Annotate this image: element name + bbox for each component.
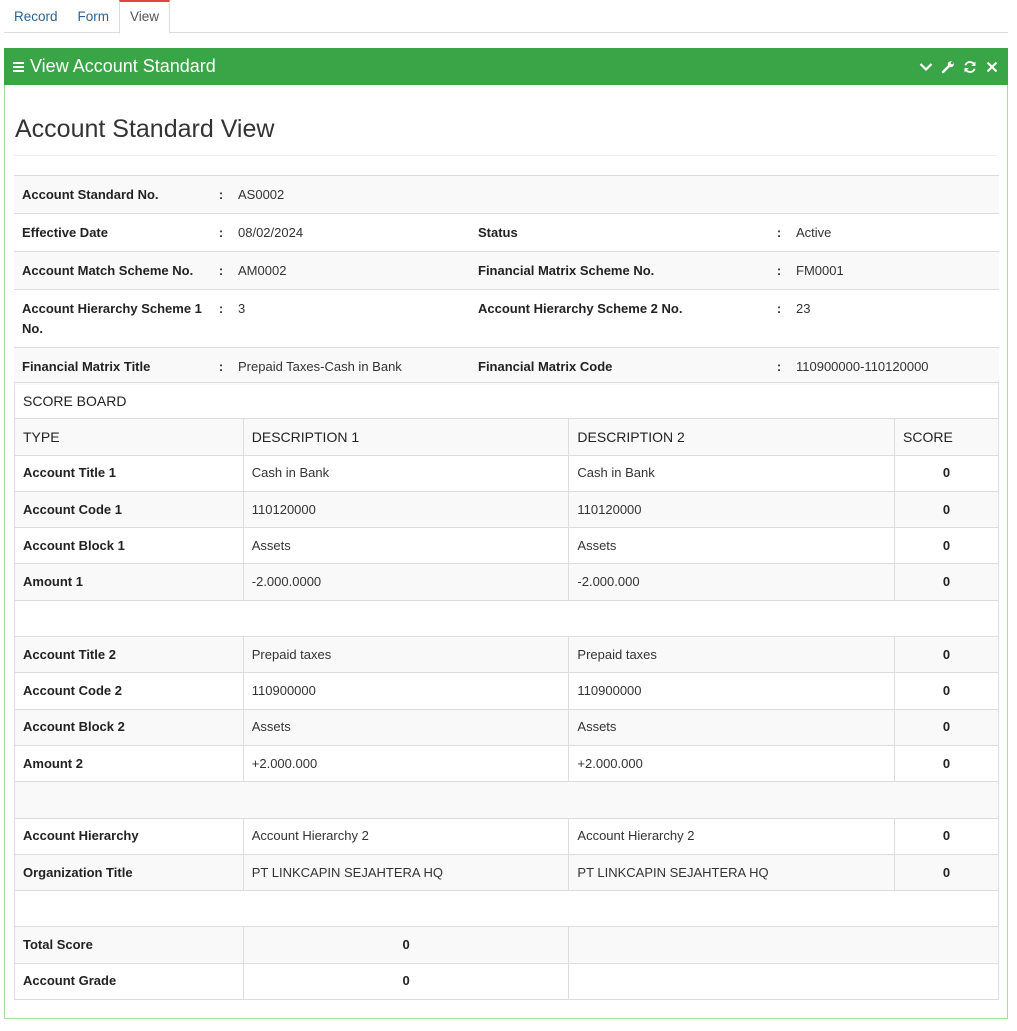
table-row: [15, 854, 999, 890]
row-description-1: Assets: [243, 709, 569, 745]
column-header-description-2: DESCRIPTION 2: [569, 419, 895, 455]
wrench-icon[interactable]: [940, 59, 956, 75]
row-type: Account Title 1: [15, 455, 244, 491]
row-score: 0: [895, 528, 999, 564]
info-row: [14, 214, 999, 252]
score-board-header-row: [15, 419, 999, 455]
row-score: 0: [895, 491, 999, 527]
total-score-row: [15, 927, 999, 963]
row-description-1: +2.000.000: [243, 745, 569, 781]
tab-form[interactable]: Form: [77, 9, 110, 24]
separator: :: [212, 252, 230, 290]
row-description-1: Account Hierarchy 2: [243, 818, 569, 854]
table-row: [15, 491, 999, 527]
tab-record[interactable]: Record: [14, 9, 58, 24]
row-type: Account Block 1: [15, 528, 244, 564]
column-header-description-1: DESCRIPTION 1: [243, 419, 569, 455]
total-score-label: Total Score: [15, 927, 244, 963]
table-row: [15, 745, 999, 781]
tab-view[interactable]: View: [119, 0, 170, 34]
row-description-2: -2.000.000: [569, 564, 895, 600]
info-row: [14, 252, 999, 290]
row-description-1: Assets: [243, 528, 569, 564]
account-standard-no-value: AS0002: [230, 176, 470, 214]
table-row: [15, 528, 999, 564]
row-description-2: PT LINKCAPIN SEJAHTERA HQ: [569, 854, 895, 890]
row-type: Account Title 2: [15, 637, 244, 673]
row-description-1: -2.000.0000: [243, 564, 569, 600]
spacer-row: [15, 782, 999, 818]
row-description-1: Prepaid taxes: [243, 637, 569, 673]
table-row: [15, 709, 999, 745]
financial-matrix-code-value: 110900000-110120000: [788, 348, 999, 386]
page-title: Account Standard View: [15, 115, 275, 143]
info-row: [14, 348, 999, 386]
row-description-1: Cash in Bank: [243, 455, 569, 491]
row-score: 0: [895, 818, 999, 854]
score-board-title: SCORE BOARD: [15, 383, 999, 419]
row-description-2: +2.000.000: [569, 745, 895, 781]
account-grade-row: [15, 963, 999, 999]
row-type: Account Code 1: [15, 491, 244, 527]
separator: :: [212, 290, 230, 348]
spacer-row: [15, 600, 999, 636]
row-score: 0: [895, 745, 999, 781]
title-divider: [14, 155, 998, 156]
separator: :: [770, 290, 788, 348]
chevron-down-icon[interactable]: [918, 59, 934, 75]
status-label: Status: [470, 214, 770, 252]
status-value: Active: [788, 214, 999, 252]
tab-bar: [4, 0, 1008, 33]
account-hierarchy-scheme-1-no-label: Account Hierarchy Scheme 1 No.: [14, 290, 212, 348]
separator: :: [770, 252, 788, 290]
separator: :: [212, 348, 230, 386]
separator: :: [770, 348, 788, 386]
row-score: 0: [895, 564, 999, 600]
account-standard-details: [14, 175, 999, 385]
account-hierarchy-scheme-2-no-value: 23: [788, 290, 999, 348]
account-standard-no-label: Account Standard No.: [14, 176, 212, 214]
table-row: [15, 673, 999, 709]
panel-title-wrap: [4, 56, 216, 77]
row-score: 0: [895, 854, 999, 890]
row-description-2: 110120000: [569, 491, 895, 527]
row-description-2: Assets: [569, 528, 895, 564]
effective-date-value: 08/02/2024: [230, 214, 470, 252]
row-description-2: 110900000: [569, 673, 895, 709]
refresh-icon[interactable]: [962, 59, 978, 75]
column-header-type: TYPE: [15, 419, 244, 455]
info-row: [14, 290, 999, 348]
row-description-2: Prepaid taxes: [569, 637, 895, 673]
row-score: 0: [895, 673, 999, 709]
account-match-scheme-no-label: Account Match Scheme No.: [14, 252, 212, 290]
financial-matrix-title-value: Prepaid Taxes-Cash in Bank: [230, 348, 470, 386]
financial-matrix-title-label: Financial Matrix Title: [14, 348, 212, 386]
table-row: [15, 818, 999, 854]
column-header-score: SCORE: [895, 419, 999, 455]
view-account-standard-panel: [4, 48, 1008, 1019]
spacer-row: [15, 891, 999, 927]
table-row: [15, 637, 999, 673]
account-grade-label: Account Grade: [15, 963, 244, 999]
panel-title: View Account Standard: [30, 56, 216, 76]
row-type: Account Block 2: [15, 709, 244, 745]
row-description-2: Cash in Bank: [569, 455, 895, 491]
score-board-title-row: [15, 383, 999, 419]
effective-date-label: Effective Date: [14, 214, 212, 252]
account-hierarchy-scheme-1-no-value: 3: [230, 290, 470, 348]
account-match-scheme-no-value: AM0002: [230, 252, 470, 290]
financial-matrix-scheme-no-value: FM0001: [788, 252, 999, 290]
separator: :: [212, 214, 230, 252]
account-hierarchy-scheme-2-no-label: Account Hierarchy Scheme 2 No.: [470, 290, 770, 348]
separator: :: [770, 214, 788, 252]
table-row: [15, 564, 999, 600]
financial-matrix-scheme-no-label: Financial Matrix Scheme No.: [470, 252, 770, 290]
score-board-table: [14, 382, 999, 1000]
total-score-value: 0: [243, 927, 569, 963]
row-type: Amount 1: [15, 564, 244, 600]
row-description-1: 110900000: [243, 673, 569, 709]
row-score: 0: [895, 709, 999, 745]
close-icon[interactable]: [984, 59, 1000, 75]
row-description-1: PT LINKCAPIN SEJAHTERA HQ: [243, 854, 569, 890]
row-type: Organization Title: [15, 854, 244, 890]
info-row: [14, 176, 999, 214]
row-description-1: 110120000: [243, 491, 569, 527]
row-type: Amount 2: [15, 745, 244, 781]
bars-icon: [13, 62, 24, 72]
table-row: [15, 455, 999, 491]
row-score: 0: [895, 455, 999, 491]
row-description-2: Account Hierarchy 2: [569, 818, 895, 854]
panel-tools: [918, 59, 1008, 75]
panel-header: [4, 48, 1008, 85]
account-grade-value: 0: [243, 963, 569, 999]
row-description-2: Assets: [569, 709, 895, 745]
row-score: 0: [895, 637, 999, 673]
separator: :: [212, 176, 230, 214]
row-type: Account Hierarchy: [15, 818, 244, 854]
financial-matrix-code-label: Financial Matrix Code: [470, 348, 770, 386]
row-type: Account Code 2: [15, 673, 244, 709]
